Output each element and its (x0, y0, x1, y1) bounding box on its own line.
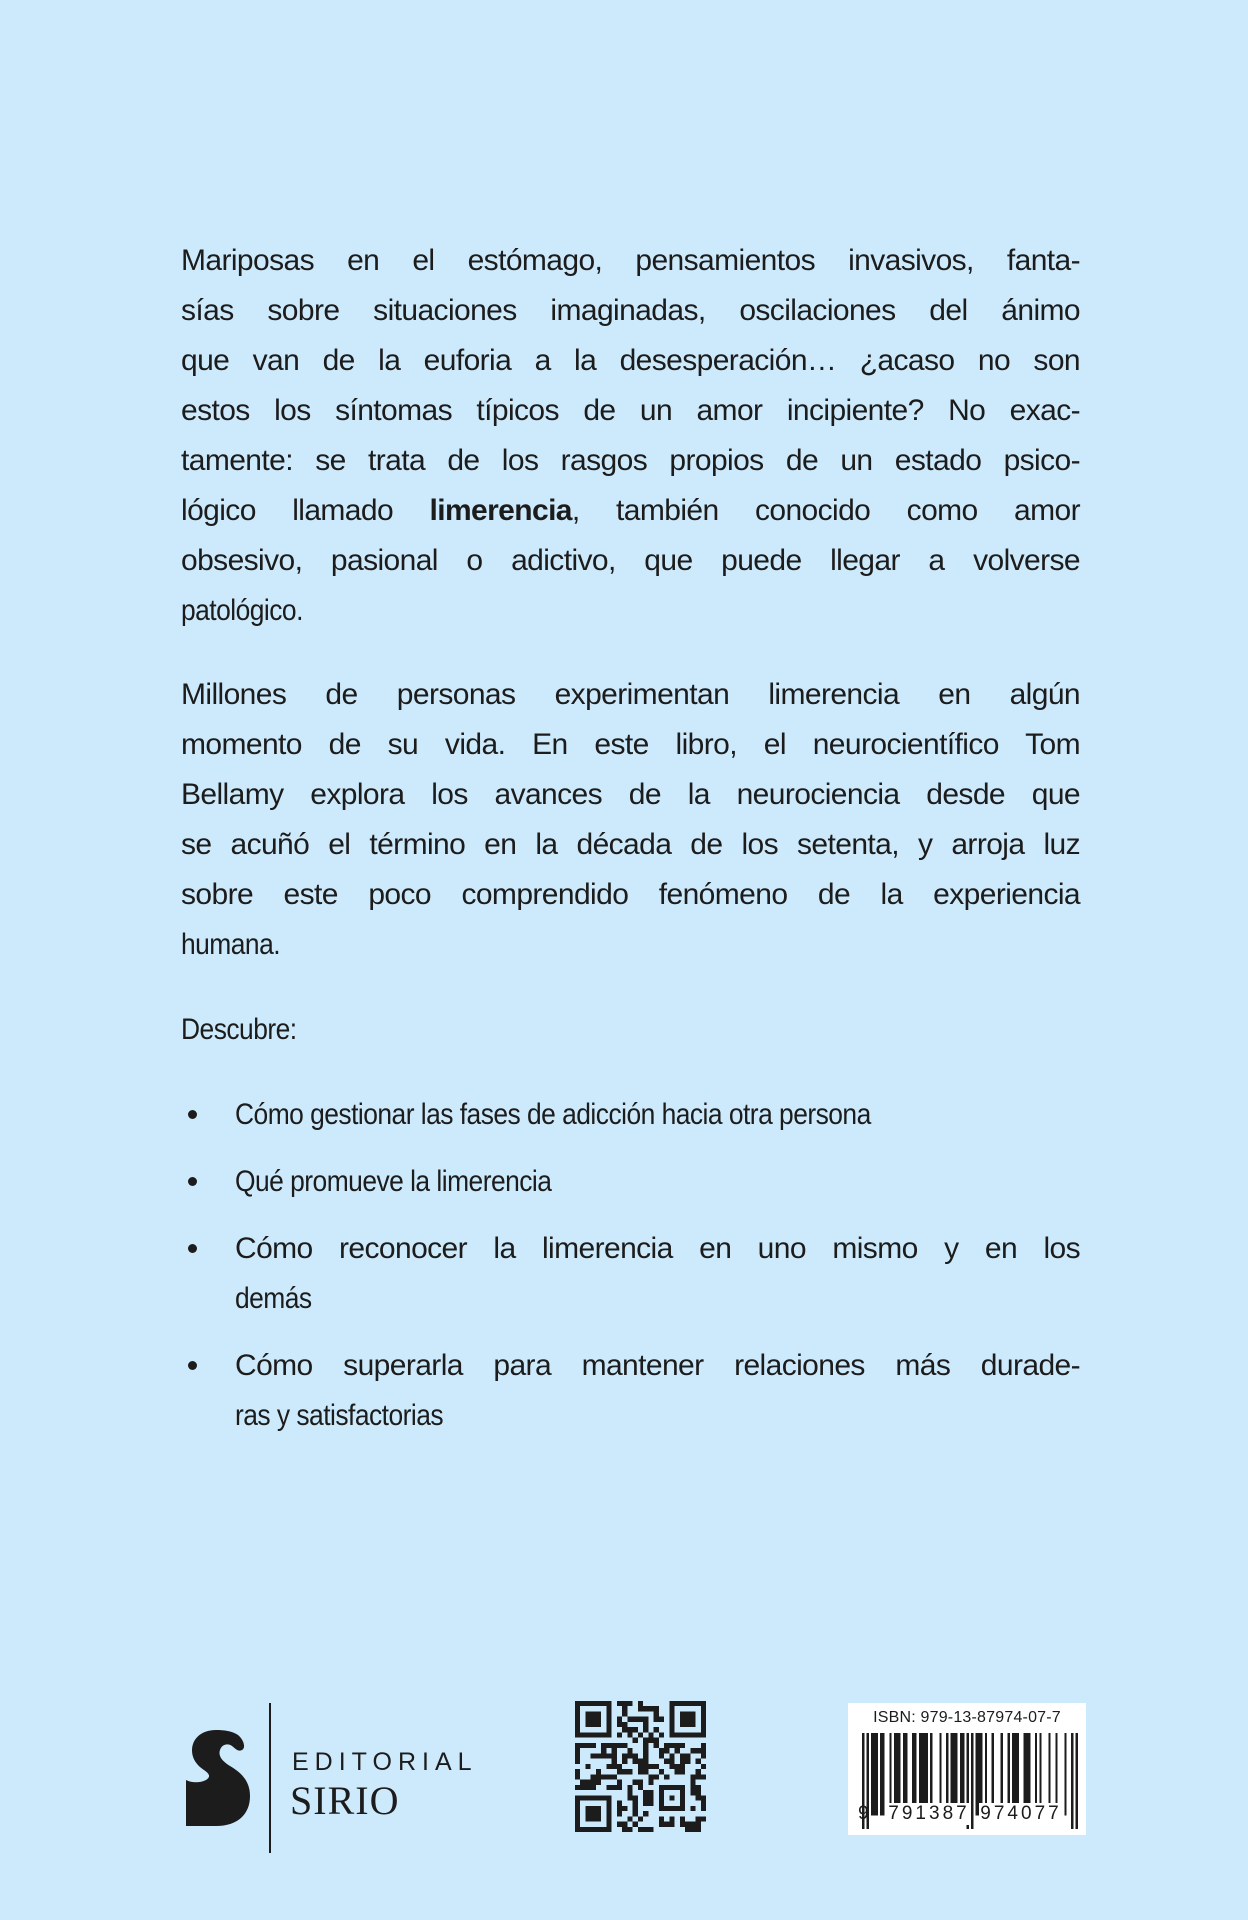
qr-module (643, 1801, 648, 1806)
text-line: momento de su vida. En este libro, el neurocientífico Tom (181, 728, 1080, 761)
qr-module (659, 1769, 664, 1774)
qr-module (633, 1780, 638, 1785)
qr-module (638, 1759, 643, 1764)
qr-module (633, 1759, 638, 1764)
qr-module (591, 1774, 596, 1779)
text-line: que van de la euforia a la desesperación… ¿acaso no son (181, 344, 1080, 377)
qr-module (680, 1711, 696, 1727)
qr-module (659, 1816, 664, 1821)
qr-module (669, 1701, 674, 1738)
text-fragment: lógico llamado (181, 494, 430, 527)
qr-module (654, 1743, 659, 1748)
qr-module (690, 1790, 695, 1795)
qr-module (643, 1748, 648, 1753)
qr-module (643, 1769, 648, 1774)
qr-module (680, 1753, 685, 1758)
text-line: patológico. (181, 594, 303, 627)
qr-module (617, 1732, 622, 1737)
text-line (181, 486, 1080, 536)
barcode-digit-first: 9 (858, 1803, 869, 1824)
qr-module (675, 1764, 680, 1769)
barcode-bar (1071, 1733, 1073, 1829)
qr-module (680, 1785, 685, 1811)
qr-module (633, 1822, 638, 1827)
qr-module (622, 1827, 627, 1832)
qr-module (633, 1801, 638, 1806)
barcode-bar (971, 1733, 973, 1829)
qr-module (591, 1785, 596, 1790)
qr-module (596, 1780, 601, 1785)
qr-module (601, 1753, 606, 1758)
text-line: estos los síntomas típicos de un amor incipiente? No exac- (181, 394, 1080, 427)
qr-module (575, 1753, 580, 1758)
qr-module (680, 1816, 685, 1821)
qr-module (690, 1748, 695, 1753)
qr-module (648, 1780, 653, 1785)
qr-module (591, 1743, 596, 1748)
bullet-icon (188, 1177, 197, 1186)
barcode-bar (882, 1733, 884, 1815)
qr-module (627, 1785, 632, 1790)
text-line: Cómo superarla para mantener relaciones más durade- (235, 1349, 1080, 1382)
qr-module (585, 1711, 601, 1727)
qr-module (685, 1759, 690, 1764)
qr-module (612, 1774, 617, 1779)
description-paragraph-1 (181, 236, 1080, 636)
qr-module (606, 1785, 611, 1790)
qr-module (633, 1727, 638, 1732)
qr-module (575, 1769, 580, 1774)
bullet-icon (188, 1244, 197, 1253)
text-line: ras y satisfactorias (235, 1399, 444, 1432)
qr-module (659, 1732, 664, 1737)
text-line: sobre este poco comprendido fenómeno de la experiencia (181, 878, 1080, 911)
qr-module (627, 1732, 632, 1737)
qr-module (638, 1701, 643, 1706)
qr-module (575, 1732, 612, 1737)
qr-module (664, 1759, 669, 1764)
qr-module (638, 1769, 643, 1774)
qr-module (622, 1701, 627, 1706)
qr-module (633, 1738, 638, 1743)
qr-code-icon (575, 1701, 706, 1832)
qr-module (617, 1785, 622, 1790)
text-line: Bellamy explora los avances de la neurociencia desde que (181, 778, 1080, 811)
qr-module (638, 1827, 643, 1832)
qr-module (575, 1795, 612, 1800)
qr-module (596, 1774, 601, 1779)
qr-module (638, 1706, 643, 1711)
qr-module (575, 1785, 580, 1790)
qr-module (643, 1759, 648, 1764)
qr-module (643, 1706, 648, 1711)
qr-module (680, 1764, 685, 1769)
qr-module (696, 1748, 701, 1753)
qr-module (617, 1701, 622, 1706)
qr-module (612, 1753, 617, 1758)
qr-module (643, 1795, 648, 1800)
barcode-bar (976, 1733, 978, 1815)
qr-module (591, 1753, 596, 1758)
qr-module (601, 1748, 606, 1753)
barcode-bar (1076, 1733, 1078, 1829)
qr-module (654, 1717, 659, 1722)
qr-module (606, 1753, 611, 1758)
qr-module (648, 1738, 653, 1743)
qr-module (648, 1795, 653, 1800)
qr-module (638, 1785, 643, 1790)
text-line: Mariposas en el estómago, pensamientos invasivos, fanta- (181, 244, 1080, 277)
qr-module (575, 1759, 580, 1764)
text-line: Descubre: (181, 1013, 297, 1046)
text-line: Millones de personas experimentan limerencia en algún (181, 678, 1080, 711)
qr-module (690, 1785, 695, 1790)
qr-module (617, 1743, 622, 1748)
qr-module (638, 1717, 643, 1722)
text-line: humana. (181, 928, 281, 961)
qr-module (680, 1822, 685, 1827)
qr-module (575, 1743, 580, 1748)
qr-module (664, 1748, 669, 1753)
qr-module (701, 1795, 706, 1800)
qr-module (591, 1780, 596, 1785)
qr-module (638, 1764, 643, 1769)
qr-module (622, 1706, 627, 1711)
barcode-bar (876, 1733, 878, 1815)
qr-module (685, 1822, 690, 1827)
bullet-icon (188, 1110, 197, 1119)
qr-module (696, 1759, 701, 1764)
qr-module (643, 1753, 648, 1758)
publisher-name-line2: SIRIO (290, 1778, 400, 1823)
text-line: demás (235, 1282, 312, 1315)
qr-module (622, 1822, 627, 1827)
qr-module (669, 1701, 706, 1706)
qr-module (612, 1764, 617, 1769)
qr-module (638, 1816, 643, 1821)
qr-module (606, 1795, 611, 1832)
qr-module (575, 1774, 580, 1779)
qr-module (664, 1822, 669, 1827)
qr-module (648, 1801, 653, 1806)
qr-module (696, 1827, 701, 1832)
qr-module (575, 1701, 612, 1706)
qr-module (580, 1780, 585, 1785)
barcode-bar (1064, 1733, 1066, 1815)
qr-module (612, 1748, 617, 1753)
qr-module (627, 1795, 632, 1800)
qr-module (696, 1822, 701, 1827)
qr-module (622, 1743, 627, 1748)
qr-module (696, 1795, 701, 1800)
qr-module (690, 1806, 695, 1811)
qr-module (617, 1780, 622, 1785)
qr-module (596, 1753, 601, 1758)
qr-module (696, 1785, 701, 1790)
qr-module (701, 1753, 706, 1758)
qr-module (622, 1753, 627, 1758)
qr-module (627, 1753, 632, 1758)
qr-module (648, 1774, 653, 1779)
qr-module (622, 1759, 627, 1764)
qr-module (648, 1706, 653, 1711)
barcode-bar (871, 1733, 873, 1815)
qr-module (690, 1774, 695, 1779)
qr-module (617, 1764, 622, 1769)
qr-module (627, 1790, 632, 1795)
qr-module (622, 1711, 627, 1716)
qr-module (669, 1753, 674, 1758)
qr-module (575, 1795, 580, 1832)
qr-module (606, 1764, 611, 1769)
qr-module (638, 1732, 643, 1737)
qr-module (675, 1748, 680, 1753)
qr-module (701, 1801, 706, 1806)
qr-module (627, 1769, 632, 1774)
qr-module (627, 1748, 632, 1753)
qr-module (690, 1827, 695, 1832)
qr-module (606, 1774, 611, 1779)
qr-module (585, 1785, 590, 1790)
qr-module (601, 1743, 606, 1748)
qr-module (696, 1790, 701, 1795)
descubre-heading (181, 1005, 1080, 1055)
qr-module (648, 1827, 653, 1832)
qr-module (633, 1717, 638, 1722)
qr-module (669, 1743, 674, 1748)
qr-module (643, 1743, 648, 1748)
qr-module (654, 1738, 659, 1743)
qr-module (580, 1785, 585, 1790)
qr-module (669, 1759, 674, 1764)
qr-module (617, 1722, 622, 1727)
logo-divider (269, 1703, 271, 1853)
qr-module (643, 1827, 648, 1832)
barcode-bar (880, 1733, 882, 1815)
qr-module (596, 1769, 601, 1774)
qr-module (648, 1764, 653, 1769)
qr-module (580, 1743, 585, 1748)
qr-module (701, 1748, 706, 1753)
qr-module (659, 1717, 664, 1722)
qr-module (601, 1774, 606, 1779)
text-line: tamente: se trata de los rasgos propios de un estado psico- (181, 444, 1080, 477)
qr-module (643, 1764, 648, 1769)
text-line: Cómo gestionar las fases de adicción hacia otra persona (235, 1098, 871, 1131)
qr-module (654, 1727, 659, 1732)
qr-module (617, 1806, 622, 1811)
qr-module (643, 1738, 648, 1743)
qr-module (575, 1701, 580, 1738)
swan-s-icon (186, 1728, 250, 1828)
qr-module (654, 1706, 659, 1711)
qr-module (690, 1780, 695, 1785)
qr-module (669, 1795, 674, 1800)
qr-module (585, 1806, 601, 1822)
qr-module (701, 1764, 706, 1769)
qr-module (659, 1748, 664, 1753)
qr-module (701, 1806, 706, 1811)
qr-module (627, 1727, 632, 1732)
text-line: se acuñó el término en la década de los setenta, y arroja luz (181, 828, 1080, 861)
qr-module (612, 1759, 617, 1764)
qr-module (606, 1701, 611, 1738)
qr-module (701, 1743, 706, 1748)
qr-module (633, 1795, 638, 1800)
bullet-icon (188, 1361, 197, 1370)
qr-module (648, 1790, 653, 1795)
qr-module (612, 1785, 617, 1790)
qr-module (659, 1785, 664, 1811)
qr-module (627, 1717, 632, 1722)
qr-module (643, 1727, 648, 1732)
qr-module (617, 1717, 622, 1722)
qr-module (675, 1769, 680, 1774)
isbn-label: ISBN: 979-13-87974-07-7 (873, 1709, 1061, 1726)
qr-module (690, 1822, 695, 1827)
qr-module (696, 1774, 701, 1779)
highlighted-term: limerencia (429, 494, 572, 527)
qr-module (659, 1753, 664, 1758)
qr-module (617, 1801, 622, 1806)
text-line: Cómo reconocer la limerencia en uno mismo y en los (235, 1232, 1080, 1265)
qr-module (696, 1816, 701, 1821)
qr-module (685, 1827, 690, 1832)
qr-module (612, 1743, 617, 1748)
qr-module (654, 1764, 659, 1769)
qr-module (664, 1774, 669, 1779)
qr-module (669, 1764, 674, 1769)
qr-module (643, 1811, 648, 1816)
qr-module (617, 1811, 622, 1816)
qr-module (643, 1722, 648, 1727)
qr-module (627, 1827, 632, 1832)
qr-module (622, 1806, 627, 1811)
qr-module (654, 1774, 659, 1779)
qr-module (622, 1727, 627, 1732)
qr-module (643, 1717, 648, 1722)
qr-module (680, 1759, 685, 1764)
qr-module (627, 1701, 632, 1706)
text-fragment: , también conocido como amor (571, 494, 1080, 527)
qr-module (633, 1753, 638, 1758)
barcode-bar (873, 1733, 875, 1815)
description-paragraph-2 (181, 670, 1080, 970)
qr-module (585, 1780, 590, 1785)
text-line: obsesivo, pasional o adictivo, que puede llegar a volverse (181, 544, 1080, 577)
qr-module (648, 1732, 653, 1737)
qr-module (669, 1822, 674, 1827)
qr-module (575, 1748, 580, 1753)
qr-module (680, 1743, 685, 1748)
text-line: sías sobre situaciones imaginadas, oscilaciones del ánimo (181, 294, 1080, 327)
qr-module (627, 1816, 632, 1821)
qr-module (606, 1743, 611, 1748)
qr-module (617, 1822, 622, 1827)
qr-module (617, 1769, 622, 1774)
qr-module (701, 1816, 706, 1821)
barcode-digits-left: 791387 (888, 1803, 970, 1824)
qr-module (669, 1816, 674, 1821)
qr-module (680, 1769, 685, 1774)
qr-module (585, 1743, 590, 1748)
qr-module (633, 1806, 638, 1811)
qr-module (575, 1827, 612, 1832)
qr-module (685, 1753, 690, 1758)
qr-module (659, 1822, 664, 1827)
text-line: Qué promueve la limerencia (235, 1165, 552, 1198)
publisher-name-line1: EDITORIAL (292, 1748, 478, 1776)
isbn-barcode-box (848, 1703, 1086, 1835)
qr-module (664, 1743, 669, 1748)
qr-module (675, 1743, 680, 1748)
qr-module (585, 1764, 590, 1769)
qr-module (696, 1769, 701, 1774)
qr-module (701, 1774, 706, 1779)
qr-module (622, 1769, 627, 1774)
qr-module (633, 1811, 638, 1816)
barcode-digits-right: 974077 (980, 1803, 1062, 1824)
qr-module (643, 1790, 648, 1795)
qr-module (638, 1780, 643, 1785)
qr-module (701, 1701, 706, 1738)
qr-module (654, 1711, 659, 1716)
qr-module (669, 1732, 706, 1737)
qr-module (622, 1722, 627, 1727)
